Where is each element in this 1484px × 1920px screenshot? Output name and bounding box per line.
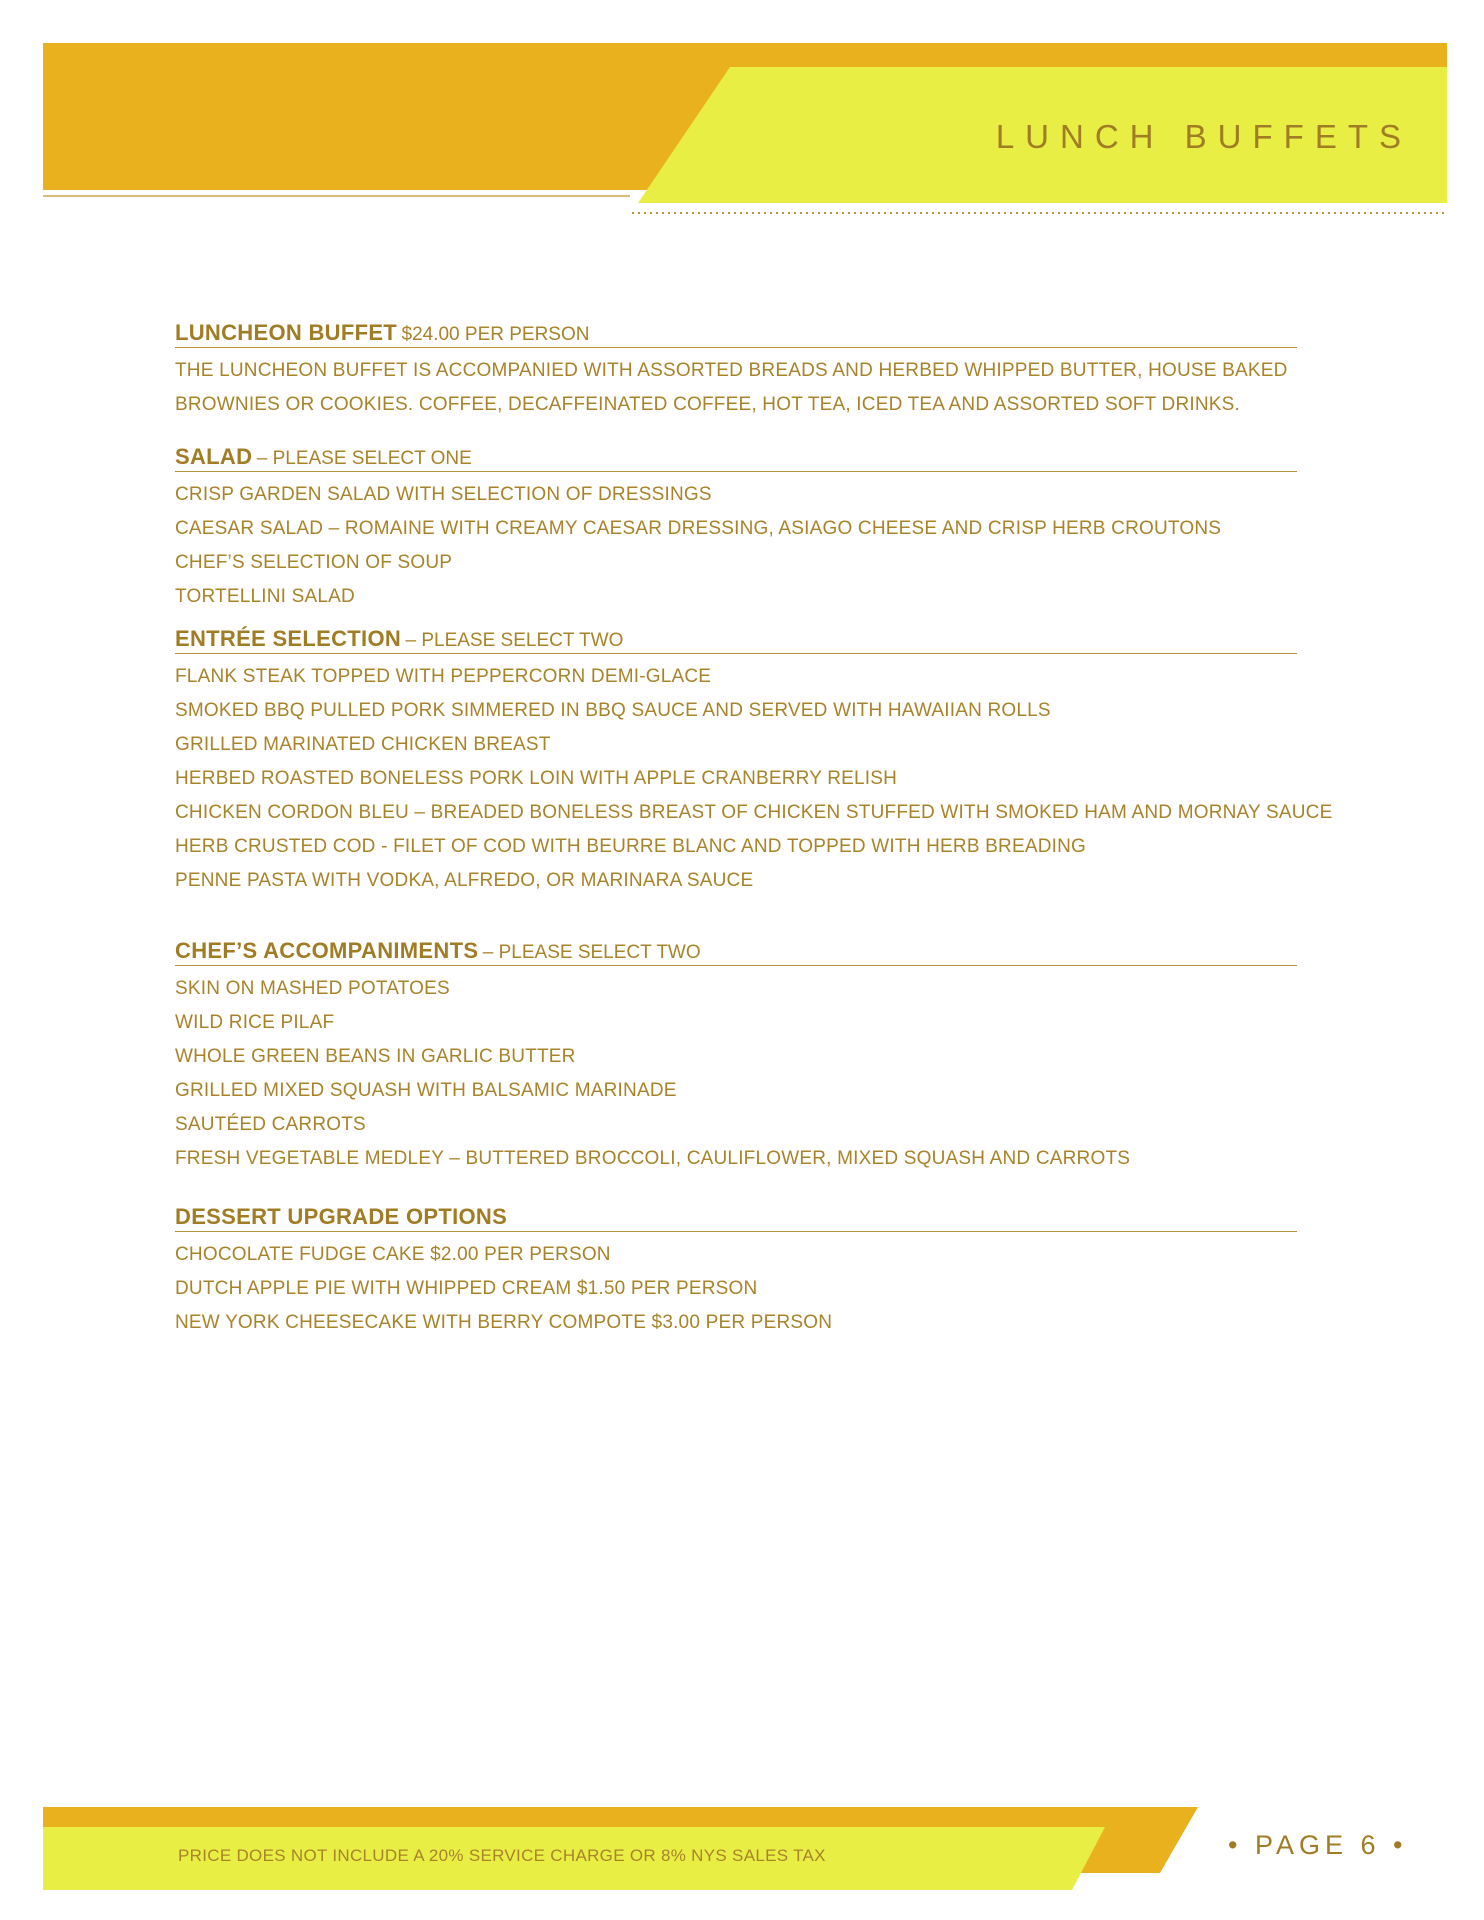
- list-item: CHEF’S SELECTION OF SOUP: [175, 552, 453, 573]
- list-item: CHICKEN CORDON BLEU – BREADED BONELESS BREAST OF CHICKEN STUFFED WITH SMOKED HAM AND MORNAY SAUCE: [175, 802, 1333, 823]
- list-item: TORTELLINI SALAD: [175, 586, 355, 607]
- section-title: ENTRÉE SELECTION: [175, 626, 402, 651]
- list-item: HERB CRUSTED COD - FILET OF COD WITH BEURRE BLANC AND TOPPED WITH HERB BREADING: [175, 836, 1087, 857]
- section-salad: [175, 444, 1415, 614]
- section-subtitle: – PLEASE SELECT TWO: [405, 630, 624, 651]
- list-item: SAUTÉED CARROTS: [175, 1114, 366, 1135]
- list-item: FLANK STEAK TOPPED WITH PEPPERCORN DEMI-GLACE: [175, 666, 712, 687]
- list-item: SMOKED BBQ PULLED PORK SIMMERED IN BBQ SAUCE AND SERVED WITH HAWAIIAN ROLLS: [175, 700, 1051, 721]
- list-item: CHOCOLATE FUDGE CAKE $2.00 PER PERSON: [175, 1244, 611, 1265]
- page-title: LUNCH BUFFETS: [995, 118, 1412, 155]
- menu-content: [175, 320, 1415, 1340]
- section-chefs-accompaniments: [175, 938, 1415, 1176]
- section-header: [175, 444, 1297, 472]
- section-entree-selection: [175, 626, 1415, 898]
- section-subtitle: – PLEASE SELECT ONE: [256, 448, 472, 469]
- list-item: HERBED ROASTED BONELESS PORK LOIN WITH APPLE CRANBERRY RELISH: [175, 768, 898, 789]
- header-banner: [0, 0, 1484, 230]
- list-item: CRISP GARDEN SALAD WITH SELECTION OF DRESSINGS: [175, 484, 712, 505]
- list-item: GRILLED MIXED SQUASH WITH BALSAMIC MARINADE: [175, 1080, 677, 1101]
- list-item: CAESAR SALAD – ROMAINE WITH CREAMY CAESAR DRESSING, ASIAGO CHEESE AND CRISP HERB CROUTONS: [175, 518, 1222, 539]
- list-item: THE LUNCHEON BUFFET IS ACCOMPANIED WITH ASSORTED BREADS AND HERBED WHIPPED BUTTER, HOUSE BAKED: [175, 360, 1288, 381]
- list-item: NEW YORK CHEESECAKE WITH BERRY COMPOTE $3.00 PER PERSON: [175, 1312, 833, 1333]
- section-luncheon-buffet: [175, 320, 1415, 422]
- section-header: [175, 1204, 1297, 1232]
- section-title: DESSERT UPGRADE OPTIONS: [175, 1204, 508, 1229]
- section-header: [175, 626, 1297, 654]
- list-item: FRESH VEGETABLE MEDLEY – BUTTERED BROCCOLI, CAULIFLOWER, MIXED SQUASH AND CARROTS: [175, 1148, 1131, 1169]
- page-number: • PAGE 6 •: [1228, 1830, 1408, 1860]
- list-item: WHOLE GREEN BEANS IN GARLIC BUTTER: [175, 1046, 576, 1067]
- list-item: BROWNIES OR COOKIES. COFFEE, DECAFFEINATED COFFEE, HOT TEA, ICED TEA AND ASSORTED SOFT DRINKS.: [175, 394, 1241, 415]
- section-title: LUNCHEON BUFFET: [175, 320, 398, 345]
- section-title: CHEF’S ACCOMPANIMENTS: [175, 938, 479, 963]
- footer-note: PRICE DOES NOT INCLUDE A 20% SERVICE CHARGE OR 8% NYS SALES TAX: [178, 1846, 826, 1865]
- section-header: [175, 320, 1297, 348]
- list-item: PENNE PASTA WITH VODKA, ALFREDO, OR MARINARA SAUCE: [175, 870, 754, 891]
- section-header: [175, 938, 1297, 966]
- section-title: SALAD: [175, 444, 253, 469]
- list-item: SKIN ON MASHED POTATOES: [175, 978, 450, 999]
- section-dessert-upgrade-options: [175, 1204, 1415, 1340]
- list-item: GRILLED MARINATED CHICKEN BREAST: [175, 734, 551, 755]
- section-subtitle: $24.00 PER PERSON: [401, 324, 590, 345]
- list-item: WILD RICE PILAF: [175, 1012, 335, 1033]
- section-subtitle: – PLEASE SELECT TWO: [482, 942, 701, 963]
- list-item: DUTCH APPLE PIE WITH WHIPPED CREAM $1.50 PER PERSON: [175, 1278, 758, 1299]
